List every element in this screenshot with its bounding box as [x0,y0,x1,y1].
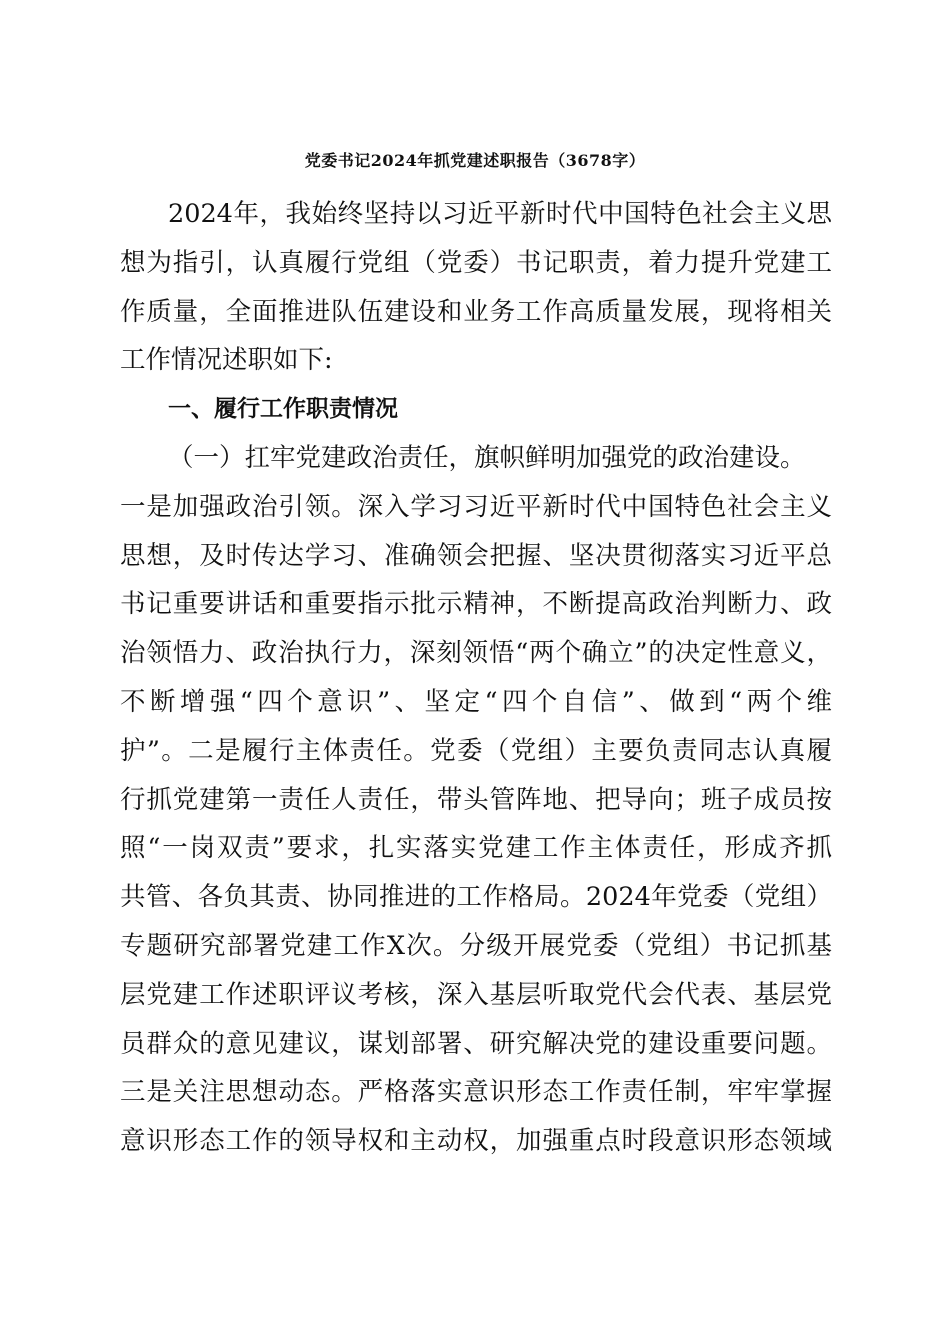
subsection-heading: （一）扛牢党建政治责任，旗帜鲜明加强党的政治建设。 [168,442,806,473]
paragraph-line: 作质量，全面推进队伍建设和业务工作高质量发展，现将相关 [120,296,832,327]
paragraph-line: 共管、各负其责、协同推进的工作格局。2024年党委（党组） [120,882,832,913]
paragraph-line: 行抓党建第一责任人责任，带头管阵地、把导向；班子成员按 [120,784,832,815]
paragraph-line: 护”。二是履行主体责任。党委（党组）主要负责同志认真履 [120,735,832,766]
paragraph-line: 三是关注思想动态。严格落实意识形态工作责任制，牢牢掌握 [120,1077,832,1108]
section-heading: 一、履行工作职责情况 [168,396,398,423]
document-body [120,190,832,1166]
paragraph-line: 员群众的意见建议，谋划部署、研究解决党的建设重要问题。 [120,1028,832,1059]
paragraph-line: 层党建工作述职评议考核，深入基层听取党代会代表、基层党 [120,979,832,1010]
paragraph-line: 照“一岗双责”要求，扎实落实党建工作主体责任，形成齐抓 [120,833,832,864]
document-title: 党委书记2024年抓党建述职报告（3678字） [304,151,646,170]
paragraph-line: 一是加强政治引领。深入学习习近平新时代中国特色社会主义 [120,491,832,522]
paragraph-line: 意识形态工作的领导权和主动权，加强重点时段意识形态领域 [120,1126,832,1157]
paragraph-line: 想为指引，认真履行党组（党委）书记职责，着力提升党建工 [120,247,832,278]
paragraph-line: 治领悟力、政治执行力，深刻领悟“两个确立”的决定性意义， [120,638,832,669]
paragraph-line: 不断增强“四个意识”、坚定“四个自信”、做到“两个维 [120,686,832,717]
paragraph-line: 2024年，我始终坚持以习近平新时代中国特色社会主义思 [168,199,832,229]
paragraph-line: 专题研究部署党建工作X次。分级开展党委（党组）书记抓基 [120,930,832,961]
paragraph-line: 书记重要讲话和重要指示批示精神，不断提高政治判断力、政 [120,589,832,620]
paragraph-line: 思想，及时传达学习、准确领会把握、坚决贯彻落实习近平总 [120,540,832,571]
paragraph-line: 工作情况述职如下: [120,345,333,376]
